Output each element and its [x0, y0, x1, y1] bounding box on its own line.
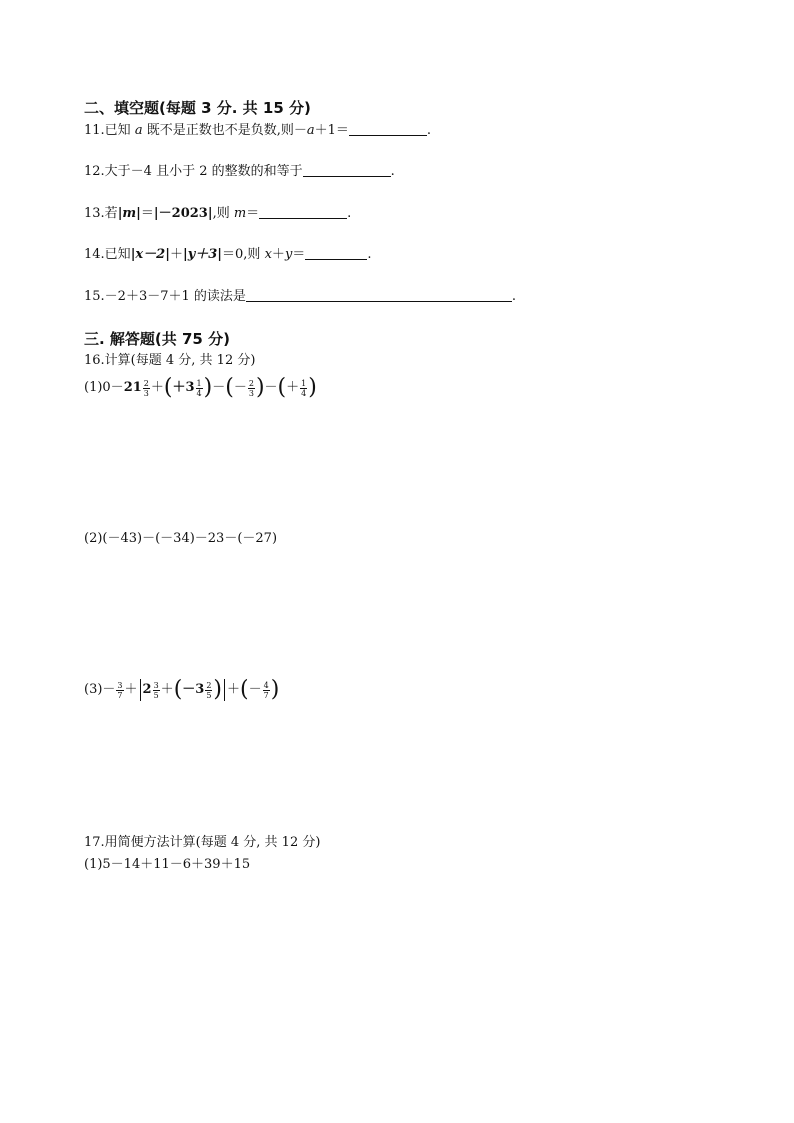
q11-tail: ＋1＝ [314, 123, 349, 138]
q16p3-frac-3 [205, 681, 212, 700]
q15-answer-blank[interactable] [246, 287, 512, 302]
open-paren: ( [225, 375, 234, 400]
q16p1-plus: ＋ [150, 380, 164, 395]
frac-denominator: 3 [248, 388, 254, 398]
question-17-part-1: (1)5－14＋11－6＋39＋15 [84, 857, 251, 872]
frac-denominator: 7 [263, 690, 269, 700]
q14-abs-1: |x－2| [130, 247, 170, 262]
close-paren: ) [308, 375, 317, 400]
q14-eq: ＝ [292, 247, 306, 262]
question-12 [84, 162, 395, 182]
open-paren: ( [173, 677, 183, 702]
q15-text: 15.－2＋3－7＋1 的读法是 [84, 289, 246, 304]
q16p1-sign4: ＋ [286, 380, 300, 395]
close-paren: ) [213, 677, 223, 702]
question-16-part-2: (2)(－43)－(－34)－23－(－27) [84, 531, 278, 546]
q13-mid: ,则 [212, 206, 234, 221]
q15-end: . [511, 289, 517, 304]
q11-answer-blank[interactable] [349, 121, 427, 136]
q13-abs-value: |－2023| [153, 206, 213, 221]
q12-end: . [390, 164, 395, 179]
close-paren: ) [203, 375, 213, 400]
q16p1-label: (1)0－ [84, 380, 124, 395]
q16p1-frac-4 [300, 379, 307, 398]
question-16-part-1 [84, 375, 317, 401]
q11-end: . [426, 123, 432, 138]
question-16-part-3 [84, 677, 279, 703]
q12-text: 12.大于－4 且小于 2 的整数的和等于 [84, 164, 303, 179]
q13-end: . [347, 206, 352, 221]
close-paren: ) [270, 677, 280, 702]
q14-end: . [367, 247, 372, 262]
q16p3-sign4: － [248, 682, 262, 697]
q11-var-a: a [134, 123, 143, 138]
open-paren: ( [163, 375, 173, 400]
q14-var-y: y [284, 247, 293, 262]
q13-prefix: 13.若 [84, 206, 118, 221]
q14-tail: ＝0,则 [222, 247, 265, 262]
frac-numerator: 1 [301, 378, 307, 388]
frac-numerator: 2 [143, 378, 149, 388]
question-16-title: 16.计算(每题 4 分, 共 12 分) [84, 353, 256, 368]
q13-answer-blank[interactable] [259, 204, 347, 219]
frac-denominator: 4 [196, 388, 202, 398]
frac-denominator: 7 [117, 690, 123, 700]
q16p3-label: (3)－ [84, 682, 116, 697]
q13-var-m: m [233, 206, 247, 221]
frac-numerator: 3 [117, 680, 123, 690]
frac-numerator: 4 [263, 680, 269, 690]
q16p1-sign2: ＋3 [172, 380, 195, 395]
frac-numerator: 1 [196, 378, 202, 388]
q16p3-sign3: －3 [182, 682, 205, 697]
frac-denominator: 4 [301, 388, 307, 398]
q16p3-frac-2 [153, 681, 160, 700]
q16p1-frac-2 [196, 379, 203, 398]
question-17-title: 17.用简便方法计算(每题 4 分, 共 12 分) [84, 835, 321, 850]
question-15 [84, 287, 516, 307]
q16p3-whole-2: 2 [142, 682, 152, 697]
question-14 [84, 245, 371, 265]
q11-prefix: 11.已知 [84, 123, 135, 138]
q16p3-frac-4 [263, 681, 270, 700]
q11-var-a2: a [306, 123, 315, 138]
q14-plus: ＋ [169, 247, 183, 262]
q12-answer-blank[interactable] [303, 162, 391, 177]
abs-bar-right [224, 679, 225, 701]
frac-numerator: 3 [153, 680, 159, 690]
q16p3-plus2: ＋ [160, 682, 174, 697]
question-13 [84, 204, 351, 224]
q14-prefix: 14.已知 [84, 247, 131, 262]
q13-abs-m: |m| [117, 206, 141, 221]
q14-answer-blank[interactable] [305, 245, 367, 260]
open-paren: ( [240, 677, 249, 702]
frac-denominator: 5 [153, 690, 159, 700]
q14-var-x: x [264, 247, 272, 262]
close-paren: ) [255, 375, 265, 400]
q16p1-minus2: － [264, 380, 278, 395]
q16p3-frac-1 [116, 681, 123, 700]
frac-numerator: 2 [248, 378, 254, 388]
section-2-heading: 二、填空题(每题 3 分. 共 15 分) [84, 99, 311, 117]
section-3-heading: 三. 解答题(共 75 分) [84, 330, 230, 348]
q16p1-frac-1 [143, 379, 150, 398]
q16p1-minus: － [212, 380, 226, 395]
open-paren: ( [277, 375, 287, 400]
q16p1-sign3: － [233, 380, 247, 395]
q16p1-frac-3 [248, 379, 255, 398]
frac-numerator: 2 [206, 680, 212, 690]
frac-denominator: 5 [206, 690, 212, 700]
question-11 [84, 121, 431, 141]
q13-eq: ＝ [140, 206, 154, 221]
q16p3-plus3: ＋ [227, 682, 241, 697]
q11-mid: 既不是正数也不是负数,则－ [142, 123, 307, 138]
q14-plus2: ＋ [271, 247, 285, 262]
frac-denominator: 3 [143, 388, 149, 398]
q16p3-plus: ＋ [124, 682, 138, 697]
q13-tail: ＝ [246, 206, 260, 221]
q14-abs-2: |y＋3| [182, 247, 223, 262]
abs-bar-left [140, 679, 141, 701]
q16p1-whole: 21 [123, 380, 142, 395]
